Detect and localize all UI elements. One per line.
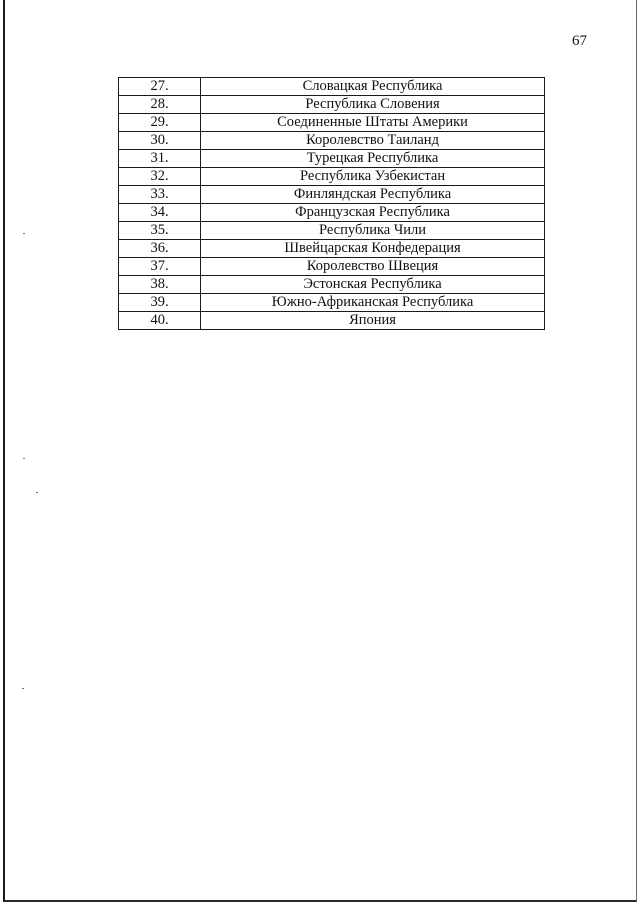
country-name: Республика Словения (201, 96, 545, 114)
scan-speck (23, 458, 25, 459)
row-number: 28. (119, 96, 201, 114)
table-row (119, 276, 545, 294)
country-name: Королевство Швеция (201, 258, 545, 276)
country-name: Япония (201, 312, 545, 330)
row-number: 34. (119, 204, 201, 222)
table-row (119, 186, 545, 204)
scan-speck (22, 688, 24, 689)
row-number: 37. (119, 258, 201, 276)
table-row (119, 114, 545, 132)
row-number: 35. (119, 222, 201, 240)
row-number: 39. (119, 294, 201, 312)
row-number: 40. (119, 312, 201, 330)
table-row (119, 132, 545, 150)
country-name: Финляндская Республика (201, 186, 545, 204)
table-row (119, 240, 545, 258)
page-number: 67 (572, 33, 587, 49)
country-name: Южно-Африканская Республика (201, 294, 545, 312)
table-row (119, 204, 545, 222)
table-row (119, 96, 545, 114)
row-number: 27. (119, 78, 201, 96)
row-number: 32. (119, 168, 201, 186)
row-number: 38. (119, 276, 201, 294)
table-row (119, 222, 545, 240)
table-row (119, 312, 545, 330)
country-name: Республика Узбекистан (201, 168, 545, 186)
scan-speck (23, 233, 25, 234)
row-number: 31. (119, 150, 201, 168)
country-name: Соединенные Штаты Америки (201, 114, 545, 132)
country-name: Швейцарская Конфедерация (201, 240, 545, 258)
country-name: Словацкая Республика (201, 78, 545, 96)
row-number: 33. (119, 186, 201, 204)
table-body (119, 78, 545, 330)
table-row (119, 150, 545, 168)
table-row (119, 294, 545, 312)
country-name: Французская Республика (201, 204, 545, 222)
table-row (119, 78, 545, 96)
scan-speck (36, 492, 38, 493)
table-row (119, 168, 545, 186)
country-name: Турецкая Республика (201, 150, 545, 168)
row-number: 30. (119, 132, 201, 150)
country-name: Эстонская Республика (201, 276, 545, 294)
country-name: Королевство Таиланд (201, 132, 545, 150)
country-table (118, 77, 545, 330)
row-number: 36. (119, 240, 201, 258)
row-number: 29. (119, 114, 201, 132)
country-name: Республика Чили (201, 222, 545, 240)
table-row (119, 258, 545, 276)
